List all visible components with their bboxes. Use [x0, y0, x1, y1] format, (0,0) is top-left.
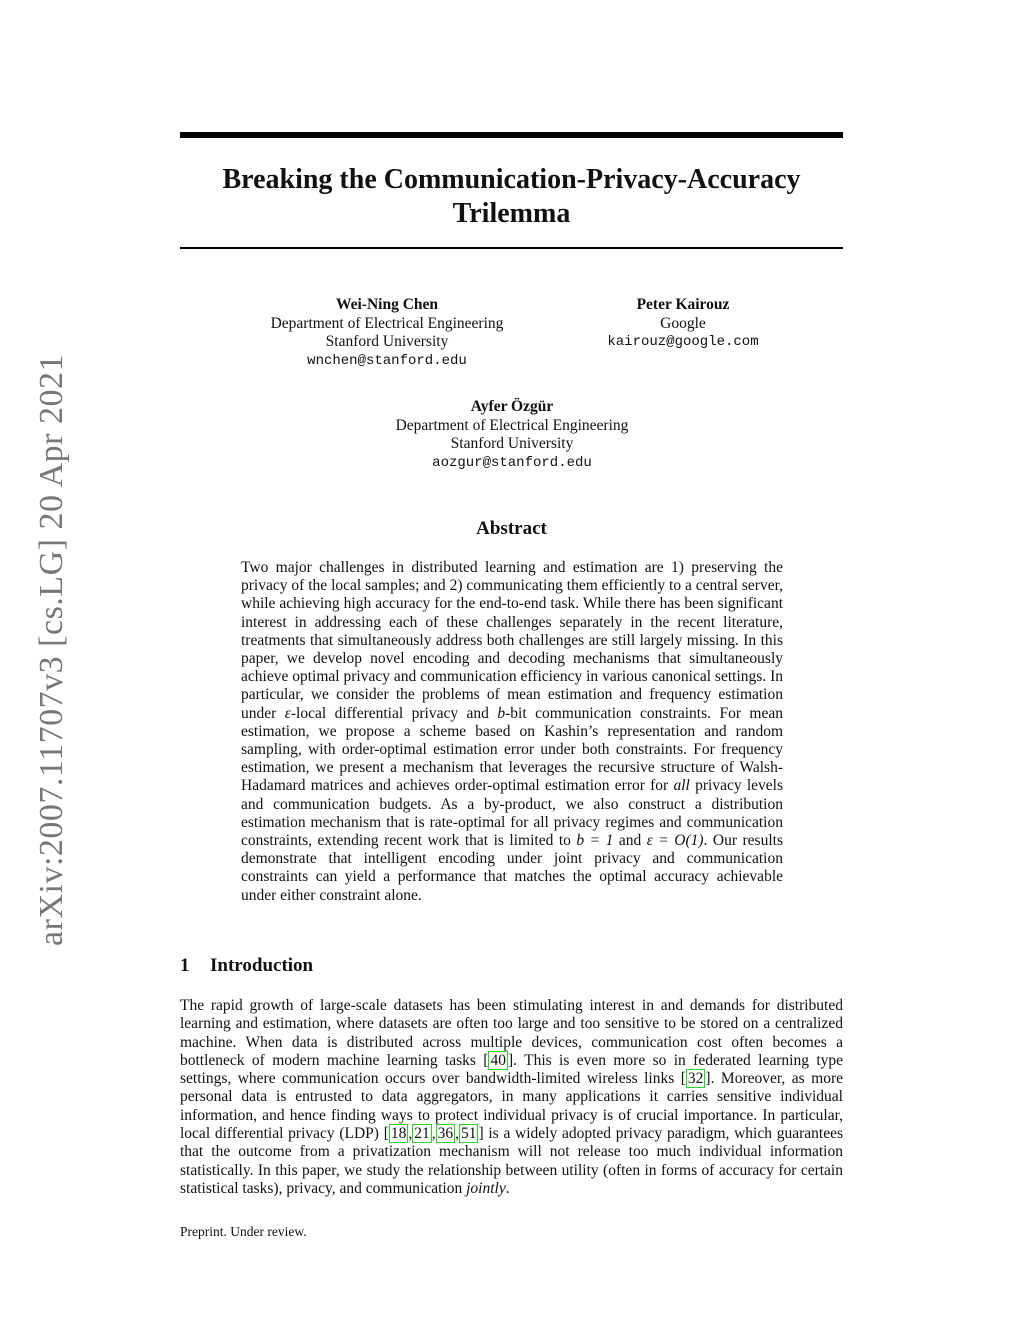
math-b: b	[497, 704, 506, 722]
author-email[interactable]: kairouz@google.com	[607, 334, 759, 350]
abstract-heading: Abstract	[476, 518, 547, 539]
section-heading-introduction	[180, 955, 313, 977]
citation-link[interactable]: 36	[437, 1125, 454, 1143]
math-epsilon-order-1: ε = O(1)	[646, 832, 704, 850]
emphasis-all: all	[673, 777, 690, 795]
author-affiliation: Department of Electrical Engineering	[395, 416, 629, 434]
author-block-ozgur	[362, 398, 662, 472]
paper-title: Breaking the Communication-Privacy-Accuracy Trilemma	[222, 164, 801, 229]
author-name: Ayfer Özgür	[470, 398, 554, 415]
math-b-equals-1: b = 1	[576, 832, 614, 850]
author-name: Wei-Ning Chen	[335, 296, 439, 313]
abstract-body: Two major challenges in distributed learning and estimation are 1) preserving the privacy of the local samples; and 2) communicating them efficiently to a central server, while achieving high accuracy for the end-to-end task. While there has been significant interest in addressing each of these challenges separately in the recent literature, treatments that simultaneously address both challenges are still largely missing. In this paper, we develop novel encoding and decoding mechanisms that simultaneously achieve optimal privacy and communication efficiency in various canonical settings. In particular, we consider the problems of mean estimation and frequency estimation under ε-local differential privacy and b-bit communication constraints. For mean estimation, we propose a scheme based on Kashin’s representation and random sampling, with order-optimal estimation error under both constraints. For frequency estimation, we present a mechanism that leverages the recursive structure of Walsh-Hadamard matrices and achieves order-optimal estimation error for all privacy levels and communication budgets. As a by-product, we also construct a distribution estimation mechanism that is rate-optimal for all privacy regimes and communication constraints, extending recent work that is limited to b = 1 and ε = O(1). Our results demonstrate that intelligent encoding under joint privacy and communication constraints can yield a performance that matches the optimal accuracy achievable under either constraint alone.	[241, 559, 783, 904]
author-name: Peter Kairouz	[636, 296, 730, 313]
emphasis-jointly: jointly	[466, 1179, 506, 1197]
author-block-kairouz	[583, 296, 783, 352]
title-rule-bottom	[180, 247, 843, 249]
arxiv-identifier: arXiv:2007.11707v3 [cs.LG] 20 Apr 2021	[33, 354, 70, 946]
author-affiliation: Stanford University	[450, 435, 574, 452]
introduction-paragraph: The rapid growth of large-scale datasets has been stimulating interest in and demands for distributed learning and estimation, where datasets are often too large and too sensitive to be stored on a centralized machine. When data is distributed across multiple devices, communication cost often becomes a bottleneck of modern machine learning tasks [ 40 ]. This is even more so in federated learning type settings, where communication occurs over bandwidth-limited wireless links [ 32 ]. Moreover, as more personal data is entrusted to data aggregators, in many applications it carries sensitive individual information, and hence finding ways to protect individual privacy is of crucial importance. In particular, local differential privacy (LDP) [ 18 , 21 , 36 , 51 ] is a widely adopted privacy paradigm, which guarantees that the outcome from a privatization mechanism will not release too much individual information statistically. In this paper, we study the relationship between utility (often in forms of accuracy for certain statistical tasks), privacy, and communication jointly.	[180, 997, 844, 1197]
citation-link[interactable]: 40	[490, 1051, 506, 1069]
author-email[interactable]: wnchen@stanford.edu	[307, 352, 467, 369]
author-email[interactable]: aozgur@stanford.edu	[432, 454, 592, 471]
arxiv-sidebar	[0, 0, 100, 1325]
math-epsilon: ε	[284, 704, 291, 722]
author-affiliation: Department of Electrical Engineering	[270, 314, 504, 332]
citation-link[interactable]: 21	[414, 1125, 430, 1143]
section-number: 1	[180, 955, 190, 976]
citation-link[interactable]: 51	[460, 1125, 477, 1143]
section-title: Introduction	[210, 955, 314, 976]
author-affiliation: Stanford University	[325, 333, 449, 350]
author-block-chen	[237, 296, 537, 370]
page-footer: Preprint. Under review.	[180, 1224, 307, 1239]
author-affiliation: Google	[660, 314, 706, 332]
citation-link[interactable]: 18	[390, 1125, 407, 1143]
citation-link[interactable]: 32	[687, 1070, 704, 1088]
title-rule-top	[180, 132, 843, 138]
